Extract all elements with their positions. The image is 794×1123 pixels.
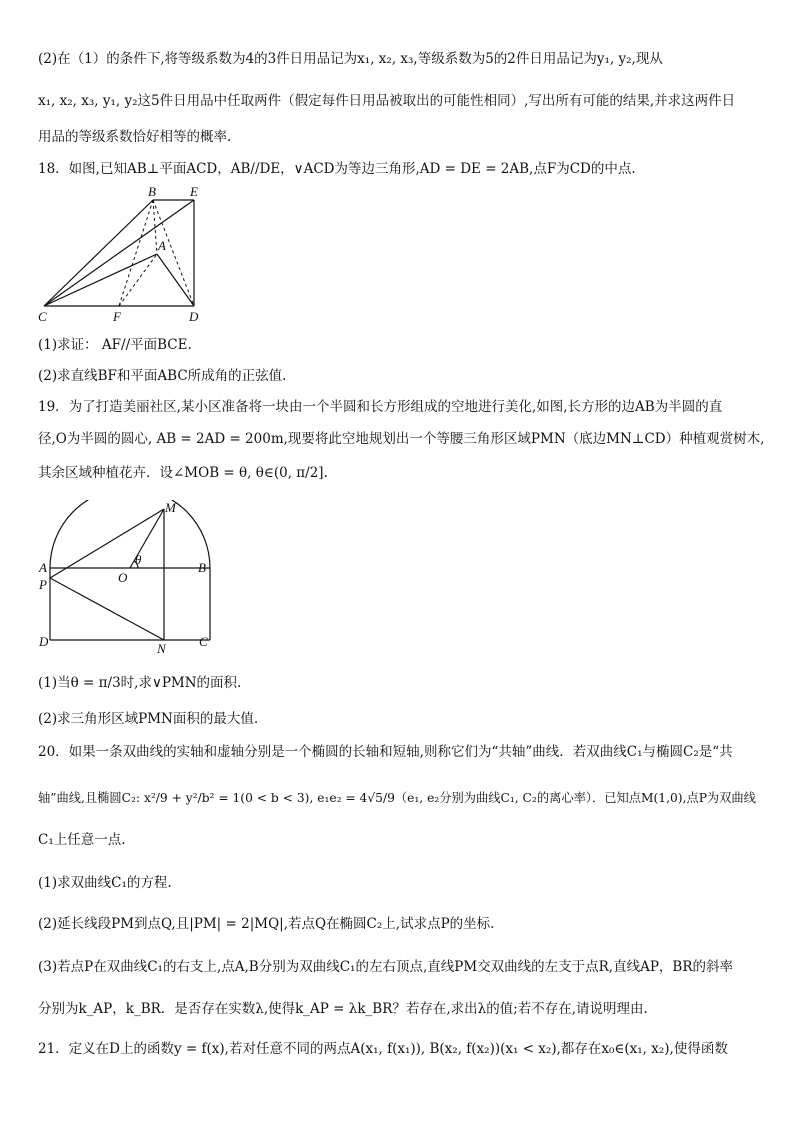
problem-21: 21．定义在D上的函数y = f(x),若对任意不同的两点A(x₁, f(x₁)), B(x₂, f(x₂))(x₁ < x₂),都存在x₀∈(x₁, x₂),使得函数 bbox=[38, 1041, 728, 1057]
text-line: 用品的等级系数恰好相等的概率. bbox=[38, 129, 232, 145]
text-line: 径,O为半圆的圆心, AB = 2AD = 200m,现要将此空地规划出一个等腰三角形区域PMN（底边MN⊥CD）种植观赏树木, bbox=[38, 431, 765, 447]
problem-20: 20．如果一条双曲线的实轴和虚轴分别是一个椭圆的长轴和短轴,则称它们为“共轴”曲线．若双曲线C₁与椭圆C₂是“共 bbox=[38, 744, 733, 760]
text-line: (3)若点P在双曲线C₁的右支上,点A,B分别为双曲线C₁的左右顶点,直线PM交双曲线的左支于点R,直线AP，BR的斜率 bbox=[38, 959, 734, 975]
text-line: (2)延长线段PM到点Q,且|PM| = 2|MQ|,若点Q在椭圆C₂上,试求点P的坐标. bbox=[38, 916, 495, 932]
text-line: (2)求三角形区域PMN面积的最大值. bbox=[38, 711, 259, 727]
label-A: A bbox=[158, 238, 166, 253]
text-line: (1)当θ = π/3时,求∨PMN的面积. bbox=[38, 675, 242, 691]
label-E: E bbox=[190, 184, 198, 199]
label-O: O bbox=[118, 570, 128, 585]
label-M: M bbox=[165, 500, 176, 515]
label-C: C bbox=[38, 309, 47, 324]
label-B: B bbox=[148, 184, 156, 199]
text-line: x₁, x₂, x₃, y₁, y₂这5件日用品中任取两件（假定每件日用品被取出的可能性相同）,写出所有可能的结果,并求这两件日 bbox=[38, 93, 736, 109]
figure-18-diagram bbox=[36, 184, 211, 326]
text-line: 轴”曲线,且椭圆C₂: x²/9 + y²/b² = 1(0 < b < 3), e₁e₂ = 4√5/9（e₁, e₂分别为曲线C₁, C₂的离心率）．已知点M(1,0),点P为双曲线 bbox=[38, 791, 756, 805]
label-D: D bbox=[189, 309, 199, 324]
label-D: D bbox=[39, 634, 49, 649]
text-line: (1)求双曲线C₁的方程. bbox=[38, 875, 172, 891]
label-N: N bbox=[157, 641, 166, 656]
label-P: P bbox=[39, 577, 47, 592]
text-line: (2)在（1）的条件下,将等级系数为4的3件日用品记为x₁, x₂, x₃,等级系数为5的2件日用品记为y₁, y₂,现从 bbox=[38, 51, 663, 67]
label-theta: θ bbox=[135, 552, 142, 567]
label-B: B bbox=[198, 560, 206, 575]
label-A: A bbox=[39, 560, 47, 575]
text-line: (2)求直线BF和平面ABC所成角的正弦值. bbox=[38, 368, 287, 384]
problem-18: 18．如图,已知AB⊥平面ACD，AB//DE，∨ACD为等边三角形,AD = DE = 2AB,点F为CD的中点. bbox=[38, 161, 636, 177]
label-F: F bbox=[113, 309, 121, 324]
text-line: (1)求证： AF//平面BCE. bbox=[38, 337, 192, 353]
label-C: C bbox=[199, 634, 208, 649]
problem-19: 19．为了打造美丽社区,某小区准备将一块由一个半圆和长方形组成的空地进行美化,如图,长方形的边AB为半圆的直 bbox=[38, 399, 723, 415]
text-line: 分别为k_AP，k_BR．是否存在实数λ,使得k_AP = λk_BR？若存在,求出λ的值;若不存在,请说明理由. bbox=[38, 1001, 648, 1017]
text-line: C₁上任意一点. bbox=[38, 832, 126, 848]
figure-19-diagram bbox=[36, 500, 216, 658]
text-line: 其余区域种植花卉．设∠MOB = θ, θ∈(0, π/2]. bbox=[38, 465, 328, 481]
